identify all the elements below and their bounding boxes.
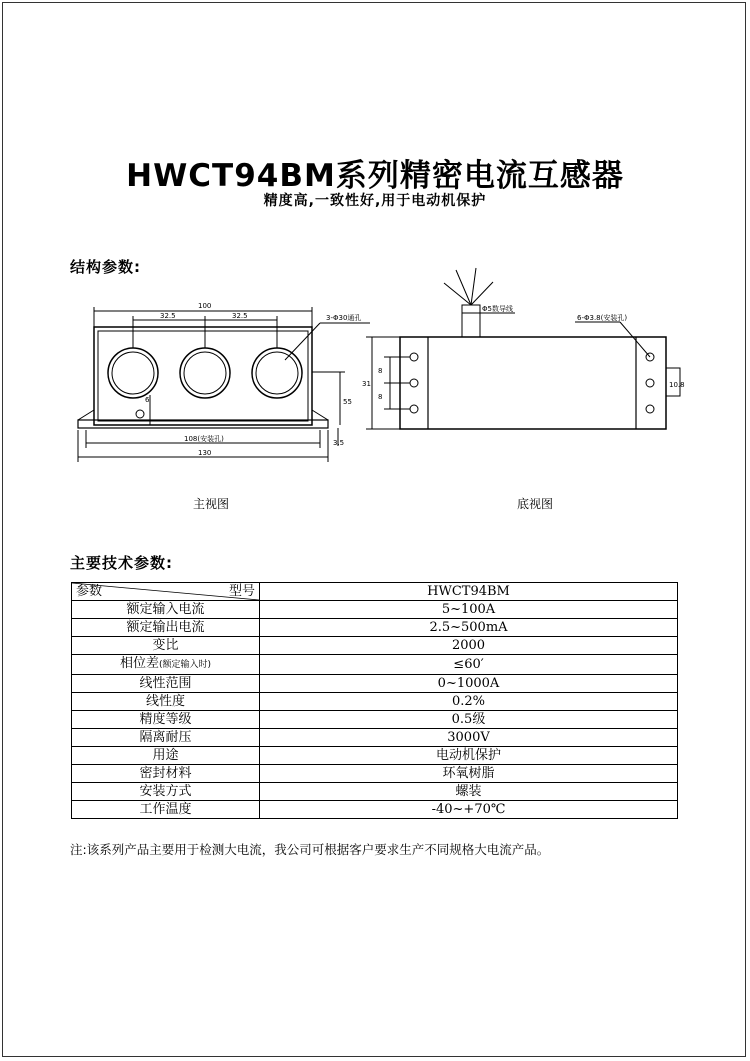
table-row	[72, 783, 678, 801]
bottom-view-caption: 底视图	[517, 497, 554, 511]
param-name: 密封材料	[72, 765, 260, 783]
param-name: 工作温度	[72, 801, 260, 819]
dim-wire-label: Φ5数导线	[482, 305, 513, 313]
document-subtitle: 精度高,一致性好,用于电动机保护	[263, 193, 487, 209]
param-name: 变比	[72, 637, 260, 655]
spec-header-param-cell	[72, 583, 260, 601]
table-row	[72, 601, 678, 619]
table-row	[72, 693, 678, 711]
param-name: 线性范围	[72, 675, 260, 693]
param-name: 安装方式	[72, 783, 260, 801]
dim-side: 10.8	[669, 381, 685, 389]
dim-pitch-1: 32.5	[160, 312, 176, 320]
param-value: 5~100A	[260, 601, 678, 619]
param-value: 2.5~500mA	[260, 619, 678, 637]
dim-pitch-2: 32.5	[232, 312, 248, 320]
param-value: 0~1000A	[260, 675, 678, 693]
technical-drawings	[0, 0, 750, 480]
param-value: 0.5级	[260, 711, 678, 729]
table-row	[72, 765, 678, 783]
param-value: 电动机保护	[260, 747, 678, 765]
table-row	[72, 655, 678, 675]
dim-small-offset: 6	[145, 396, 150, 404]
spec-heading: 主要技术参数:	[70, 554, 173, 572]
param-value: 0.2%	[260, 693, 678, 711]
dim-mount-holes-label: 6-Φ3.8(安装孔)	[577, 314, 628, 322]
table-row	[72, 729, 678, 747]
dim-base-thickness: 3.5	[333, 439, 345, 447]
table-row	[72, 711, 678, 729]
param-name: 用途	[72, 747, 260, 765]
param-value: 2000	[260, 637, 678, 655]
param-name: 精度等级	[72, 711, 260, 729]
param-name-note: (额定输入时)	[158, 660, 212, 670]
param-value: -40~+70℃	[260, 801, 678, 819]
spec-header-model: 型号	[228, 584, 255, 599]
bottom-view-drawing	[366, 268, 680, 429]
dim-bottom-height: 31	[362, 380, 371, 388]
param-name: 额定输出电流	[72, 619, 260, 637]
spec-header-row	[72, 583, 678, 601]
structure-heading: 结构参数:	[70, 258, 141, 276]
spec-header-param: 参数	[76, 584, 103, 599]
param-value: 螺装	[260, 783, 678, 801]
spec-header-value: HWCT94BM	[260, 583, 678, 601]
spec-table	[71, 582, 678, 819]
dim-pitch-a: 8	[378, 367, 383, 375]
footnote: 注:该系列产品主要用于检测大电流，我公司可根据客户要求生产不同规格大电流产品。	[70, 842, 550, 857]
table-row	[72, 675, 678, 693]
dim-total-width: 130	[198, 449, 212, 457]
param-name: 额定输入电流	[72, 601, 260, 619]
dim-height: 55	[343, 398, 352, 406]
dim-pitch-b: 8	[378, 393, 383, 401]
table-row	[72, 637, 678, 655]
table-row	[72, 747, 678, 765]
table-row	[72, 801, 678, 819]
param-name: 线性度	[72, 693, 260, 711]
dim-width-top: 100	[198, 302, 212, 310]
param-name-cell	[72, 655, 260, 675]
front-view-caption: 主视图	[193, 497, 230, 511]
param-value: ≤60′	[260, 655, 678, 675]
param-name: 相位差	[119, 656, 159, 671]
front-view-drawing	[78, 307, 370, 462]
param-value: 3000V	[260, 729, 678, 747]
param-name: 隔离耐压	[72, 729, 260, 747]
table-row	[72, 619, 678, 637]
param-value: 环氧树脂	[260, 765, 678, 783]
dim-holes-label: 3-Φ30通孔	[326, 314, 362, 322]
dim-mount-spacing: 108(安装孔)	[184, 435, 224, 443]
document-title: HWCT94BM系列精密电流互感器	[126, 158, 624, 194]
